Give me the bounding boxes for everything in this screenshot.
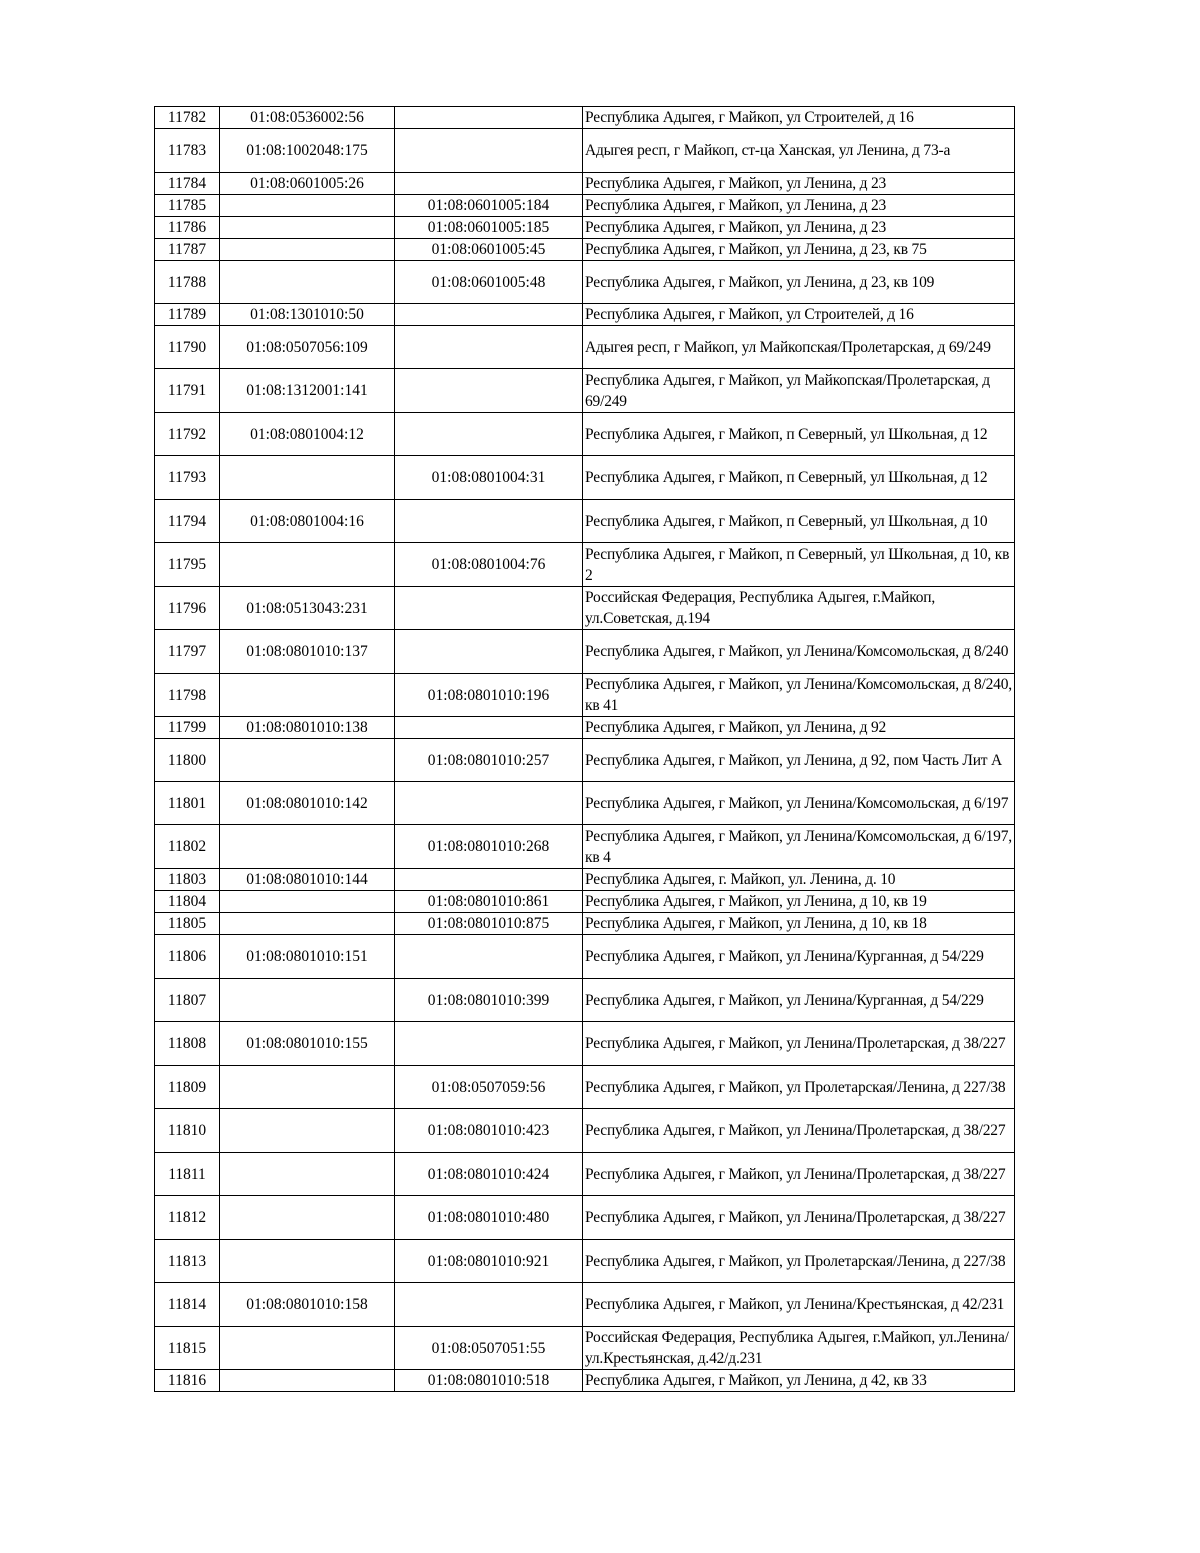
premises-cadastral-number-cell (395, 173, 583, 195)
cadastral-number-cell (220, 674, 395, 717)
table-row (155, 369, 1015, 413)
table-row (155, 326, 1015, 369)
address-cell: Республика Адыгея, г Майкоп, ул Ленина/Пролетарская, д 38/227 (583, 1196, 1015, 1240)
row-number-cell: 11793 (155, 456, 220, 500)
cadastral-number-cell (220, 1153, 395, 1196)
table-row (155, 782, 1015, 825)
address-cell: Республика Адыгея, г Майкоп, ул Ленина, д 23, кв 109 (583, 261, 1015, 304)
cadastral-number-cell (220, 1066, 395, 1109)
registry-table (154, 106, 1015, 1392)
table-row (155, 261, 1015, 304)
address-cell: Республика Адыгея, г Майкоп, ул Ленина, д 23 (583, 217, 1015, 239)
cadastral-number-cell: 01:08:0801010:142 (220, 782, 395, 825)
address-cell: Республика Адыгея, г Майкоп, ул Ленина/Курганная, д 54/229 (583, 935, 1015, 979)
row-number-cell: 11802 (155, 825, 220, 869)
premises-cadastral-number-cell (395, 782, 583, 825)
row-number-cell: 11801 (155, 782, 220, 825)
address-cell: Республика Адыгея, г Майкоп, ул Майкопская/Пролетарская, д 69/249 (583, 369, 1015, 413)
premises-cadastral-number-cell: 01:08:0801010:424 (395, 1153, 583, 1196)
address-cell: Республика Адыгея, г Майкоп, ул Ленина, д 92, пом Часть Лит А (583, 739, 1015, 782)
table-row (155, 869, 1015, 891)
table-row (155, 1109, 1015, 1153)
row-number-cell: 11790 (155, 326, 220, 369)
cadastral-number-cell (220, 195, 395, 217)
cadastral-number-cell: 01:08:0513043:231 (220, 587, 395, 630)
cadastral-number-cell (220, 739, 395, 782)
cadastral-number-cell (220, 891, 395, 913)
address-cell: Российская Федерация, Республика Адыгея, г.Майкоп, ул.Советская, д.194 (583, 587, 1015, 630)
address-cell: Республика Адыгея, г Майкоп, ул Ленина/Комсомольская, д 8/240 (583, 630, 1015, 674)
cadastral-number-cell: 01:08:0801010:138 (220, 717, 395, 739)
table-row (155, 1327, 1015, 1370)
cadastral-number-cell: 01:08:1301010:50 (220, 304, 395, 326)
table-row (155, 173, 1015, 195)
table-row (155, 979, 1015, 1022)
premises-cadastral-number-cell: 01:08:0507059:56 (395, 1066, 583, 1109)
premises-cadastral-number-cell (395, 413, 583, 456)
premises-cadastral-number-cell (395, 500, 583, 543)
address-cell: Республика Адыгея, г Майкоп, ул Пролетарская/Ленина, д 227/38 (583, 1240, 1015, 1283)
cadastral-number-cell (220, 1370, 395, 1392)
table-row (155, 674, 1015, 717)
premises-cadastral-number-cell (395, 935, 583, 979)
row-number-cell: 11803 (155, 869, 220, 891)
row-number-cell: 11782 (155, 107, 220, 129)
cadastral-number-cell: 01:08:0601005:26 (220, 173, 395, 195)
row-number-cell: 11810 (155, 1109, 220, 1153)
row-number-cell: 11791 (155, 369, 220, 413)
address-cell: Республика Адыгея, г Майкоп, ул Ленина/Пролетарская, д 38/227 (583, 1109, 1015, 1153)
address-cell: Республика Адыгея, г Майкоп, п Северный, ул Школьная, д 12 (583, 456, 1015, 500)
premises-cadastral-number-cell (395, 869, 583, 891)
premises-cadastral-number-cell: 01:08:0601005:48 (395, 261, 583, 304)
row-number-cell: 11798 (155, 674, 220, 717)
premises-cadastral-number-cell (395, 717, 583, 739)
cadastral-number-cell (220, 1327, 395, 1370)
cadastral-number-cell: 01:08:0801004:16 (220, 500, 395, 543)
cadastral-number-cell (220, 979, 395, 1022)
cadastral-number-cell: 01:08:1002048:175 (220, 129, 395, 173)
address-cell: Республика Адыгея, г Майкоп, ул Ленина, д 23 (583, 173, 1015, 195)
table-row (155, 1196, 1015, 1240)
premises-cadastral-number-cell (395, 1022, 583, 1066)
row-number-cell: 11788 (155, 261, 220, 304)
premises-cadastral-number-cell: 01:08:0801010:518 (395, 1370, 583, 1392)
row-number-cell: 11804 (155, 891, 220, 913)
registry-table-body (155, 107, 1015, 1392)
cadastral-number-cell: 01:08:0801010:137 (220, 630, 395, 674)
row-number-cell: 11807 (155, 979, 220, 1022)
address-cell: Республика Адыгея, г Майкоп, ул Ленина, д 10, кв 18 (583, 913, 1015, 935)
premises-cadastral-number-cell: 01:08:0801010:268 (395, 825, 583, 869)
cadastral-number-cell (220, 261, 395, 304)
table-row (155, 587, 1015, 630)
table-row (155, 1283, 1015, 1327)
cadastral-number-cell: 01:08:0801004:12 (220, 413, 395, 456)
table-row (155, 217, 1015, 239)
table-row (155, 1240, 1015, 1283)
table-row (155, 935, 1015, 979)
row-number-cell: 11816 (155, 1370, 220, 1392)
table-row (155, 913, 1015, 935)
address-cell: Республика Адыгея, г Майкоп, ул Ленина/Курганная, д 54/229 (583, 979, 1015, 1022)
table-row (155, 107, 1015, 129)
address-cell: Республика Адыгея, г Майкоп, ул Пролетарская/Ленина, д 227/38 (583, 1066, 1015, 1109)
row-number-cell: 11799 (155, 717, 220, 739)
address-cell: Республика Адыгея, г Майкоп, ул Строителей, д 16 (583, 304, 1015, 326)
row-number-cell: 11800 (155, 739, 220, 782)
row-number-cell: 11785 (155, 195, 220, 217)
table-row (155, 543, 1015, 587)
cadastral-number-cell: 01:08:1312001:141 (220, 369, 395, 413)
cadastral-number-cell (220, 543, 395, 587)
address-cell: Республика Адыгея, г Майкоп, п Северный, ул Школьная, д 10, кв 2 (583, 543, 1015, 587)
row-number-cell: 11814 (155, 1283, 220, 1327)
address-cell: Республика Адыгея, г Майкоп, ул Ленина, д 42, кв 33 (583, 1370, 1015, 1392)
address-cell: Республика Адыгея, г Майкоп, ул Ленина/Пролетарская, д 38/227 (583, 1022, 1015, 1066)
premises-cadastral-number-cell (395, 587, 583, 630)
table-row (155, 195, 1015, 217)
cadastral-number-cell (220, 456, 395, 500)
premises-cadastral-number-cell (395, 304, 583, 326)
address-cell: Республика Адыгея, г Майкоп, ул Ленина/Комсомольская, д 8/240, кв 41 (583, 674, 1015, 717)
premises-cadastral-number-cell: 01:08:0801010:399 (395, 979, 583, 1022)
premises-cadastral-number-cell: 01:08:0601005:45 (395, 239, 583, 261)
premises-cadastral-number-cell (395, 630, 583, 674)
address-cell: Республика Адыгея, г Майкоп, п Северный, ул Школьная, д 12 (583, 413, 1015, 456)
cadastral-number-cell (220, 1196, 395, 1240)
row-number-cell: 11783 (155, 129, 220, 173)
address-cell: Республика Адыгея, г Майкоп, ул Ленина/Пролетарская, д 38/227 (583, 1153, 1015, 1196)
cadastral-number-cell (220, 217, 395, 239)
premises-cadastral-number-cell: 01:08:0801010:875 (395, 913, 583, 935)
address-cell: Республика Адыгея, г. Майкоп, ул. Ленина, д. 10 (583, 869, 1015, 891)
address-cell: Республика Адыгея, г Майкоп, ул Строителей, д 16 (583, 107, 1015, 129)
premises-cadastral-number-cell (395, 1283, 583, 1327)
premises-cadastral-number-cell: 01:08:0801010:861 (395, 891, 583, 913)
cadastral-number-cell: 01:08:0507056:109 (220, 326, 395, 369)
address-cell: Республика Адыгея, г Майкоп, п Северный, ул Школьная, д 10 (583, 500, 1015, 543)
premises-cadastral-number-cell (395, 107, 583, 129)
row-number-cell: 11813 (155, 1240, 220, 1283)
address-cell: Республика Адыгея, г Майкоп, ул Ленина, д 23, кв 75 (583, 239, 1015, 261)
row-number-cell: 11789 (155, 304, 220, 326)
premises-cadastral-number-cell: 01:08:0601005:184 (395, 195, 583, 217)
premises-cadastral-number-cell: 01:08:0801010:423 (395, 1109, 583, 1153)
premises-cadastral-number-cell: 01:08:0801010:480 (395, 1196, 583, 1240)
cadastral-number-cell (220, 239, 395, 261)
row-number-cell: 11784 (155, 173, 220, 195)
row-number-cell: 11815 (155, 1327, 220, 1370)
table-row (155, 129, 1015, 173)
premises-cadastral-number-cell: 01:08:0801010:921 (395, 1240, 583, 1283)
table-row (155, 1370, 1015, 1392)
table-row (155, 1022, 1015, 1066)
address-cell: Республика Адыгея, г Майкоп, ул Ленина/Комсомольская, д 6/197 (583, 782, 1015, 825)
row-number-cell: 11809 (155, 1066, 220, 1109)
address-cell: Российская Федерация, Республика Адыгея, г.Майкоп, ул.Ленина/ул.Крестьянская, д.42/д.231 (583, 1327, 1015, 1370)
cadastral-number-cell (220, 1109, 395, 1153)
address-cell: Республика Адыгея, г Майкоп, ул Ленина/Крестьянская, д 42/231 (583, 1283, 1015, 1327)
row-number-cell: 11811 (155, 1153, 220, 1196)
premises-cadastral-number-cell: 01:08:0801010:257 (395, 739, 583, 782)
table-row (155, 739, 1015, 782)
cadastral-number-cell (220, 825, 395, 869)
cadastral-number-cell: 01:08:0801010:151 (220, 935, 395, 979)
cadastral-number-cell: 01:08:0536002:56 (220, 107, 395, 129)
row-number-cell: 11794 (155, 500, 220, 543)
table-row (155, 825, 1015, 869)
premises-cadastral-number-cell: 01:08:0801010:196 (395, 674, 583, 717)
table-row (155, 456, 1015, 500)
cadastral-number-cell (220, 913, 395, 935)
premises-cadastral-number-cell: 01:08:0507051:55 (395, 1327, 583, 1370)
row-number-cell: 11795 (155, 543, 220, 587)
premises-cadastral-number-cell: 01:08:0801004:76 (395, 543, 583, 587)
table-row (155, 717, 1015, 739)
row-number-cell: 11812 (155, 1196, 220, 1240)
table-row (155, 500, 1015, 543)
table-row (155, 1066, 1015, 1109)
address-cell: Республика Адыгея, г Майкоп, ул Ленина, д 10, кв 19 (583, 891, 1015, 913)
row-number-cell: 11808 (155, 1022, 220, 1066)
table-row (155, 891, 1015, 913)
table-row (155, 630, 1015, 674)
table-row (155, 1153, 1015, 1196)
table-row (155, 304, 1015, 326)
address-cell: Республика Адыгея, г Майкоп, ул Ленина, д 92 (583, 717, 1015, 739)
row-number-cell: 11786 (155, 217, 220, 239)
premises-cadastral-number-cell (395, 369, 583, 413)
row-number-cell: 11797 (155, 630, 220, 674)
address-cell: Адыгея респ, г Майкоп, ул Майкопская/Пролетарская, д 69/249 (583, 326, 1015, 369)
cadastral-number-cell: 01:08:0801010:158 (220, 1283, 395, 1327)
row-number-cell: 11792 (155, 413, 220, 456)
cadastral-number-cell: 01:08:0801010:144 (220, 869, 395, 891)
row-number-cell: 11806 (155, 935, 220, 979)
address-cell: Республика Адыгея, г Майкоп, ул Ленина, д 23 (583, 195, 1015, 217)
cadastral-number-cell: 01:08:0801010:155 (220, 1022, 395, 1066)
row-number-cell: 11796 (155, 587, 220, 630)
address-cell: Адыгея респ, г Майкоп, ст-ца Ханская, ул Ленина, д 73-а (583, 129, 1015, 173)
premises-cadastral-number-cell (395, 129, 583, 173)
premises-cadastral-number-cell (395, 326, 583, 369)
cadastral-number-cell (220, 1240, 395, 1283)
premises-cadastral-number-cell: 01:08:0601005:185 (395, 217, 583, 239)
row-number-cell: 11787 (155, 239, 220, 261)
table-row (155, 413, 1015, 456)
address-cell: Республика Адыгея, г Майкоп, ул Ленина/Комсомольская, д 6/197, кв 4 (583, 825, 1015, 869)
row-number-cell: 11805 (155, 913, 220, 935)
table-row (155, 239, 1015, 261)
premises-cadastral-number-cell: 01:08:0801004:31 (395, 456, 583, 500)
